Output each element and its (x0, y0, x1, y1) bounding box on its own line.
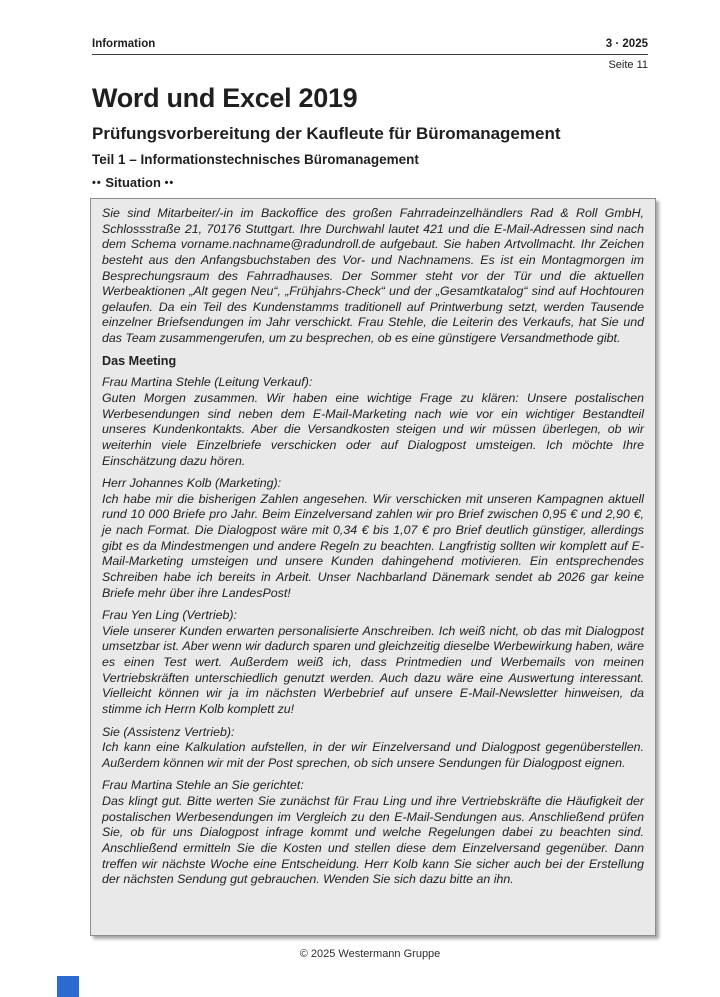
situation-marker-right: •• (164, 177, 175, 189)
speaker-name: Herr Johannes Kolb (Marketing): (102, 476, 282, 491)
speaker-name: Frau Martina Stehle (Leitung Verkauf): (102, 375, 313, 390)
dialogue-entry-stehle-1 (102, 375, 644, 469)
meeting-heading: Das Meeting (102, 353, 177, 368)
part-heading: Teil 1 – Informationstechnisches Büromanagement (92, 152, 419, 167)
header-issue-label: 3 · 2025 (605, 38, 648, 50)
dialogue-entry-ling (102, 608, 644, 717)
situation-marker-left: •• (92, 177, 102, 189)
speaker-name: Sie (Assistenz Vertrieb): (102, 724, 235, 739)
dialogue-entry-kolb (102, 476, 644, 601)
situation-paragraph: Sie sind Mitarbeiter/-in im Backoffice des großen Fahrradeinzelhändlers Rad & Roll GmbH, Schlossstraße 21, 70176 Stuttgart. Ihre Durchwahl lautet 421 und die E-Mail-Adressen sind nach dem Schema vorname.nachname@radundroll.de aufgebaut. Sie haben Artvollmacht. Ihr Zeichen besteht aus den Anfangsbuchstaben des Vor- und Nachnamens. Es ist ein Montagmorgen im Besprechungsraum des Fahrradhauses. Der Sommer steht vor der Tür und die aktuellen Werbeaktionen „Alt gegen Neu“, „Frühjahrs-Check“ und der „Gesamtkatalog“ sind auf Hochtouren gelaufen. Da ein Teil des Kundenstamms traditionell auf Printwerbung setzt, werden Tausende einzelner Briefsendungen im Jahr verschickt. Frau Stehle, die Leiterin des Verkaufs, hat Sie und das Team zusammengerufen, um zu besprechen, ob es eine günstigere Versandmethode gibt. (102, 206, 644, 345)
speaker-name: Frau Yen Ling (Vertrieb): (102, 608, 237, 623)
speaker-name: Frau Martina Stehle an Sie gerichtet: (102, 778, 304, 793)
speech-text: Guten Morgen zusammen. Wir haben eine wichtige Frage zu klären: Unsere postalischen Werbesendungen sind neben dem E-Mail-Marketing nach wie vor ein wichtiger Bestandteil unseres Kundenkontakts. Aber die Versandkosten steigen und wir müssen überlegen, ob wir weiterhin viele Einzelbriefe verschicken oder auf Dialogpost umsteigen. Ich möchte Ihre Einschätzung dazu hören. (102, 391, 644, 468)
page-header (92, 38, 648, 71)
header-row (92, 38, 648, 55)
speech-text: Das klingt gut. Bitte werten Sie zunächst für Frau Ling und ihre Vertriebskräfte die Häufigkeit der postalischen Werbesendungen im Vergleich zu den E-Mail-Sendungen aus. Anschließend prüfen Sie, ob für uns Dialogpost infrage kommt und welche Regelungen dabei zu beachten sind. Anschließend ermitteln Sie die Kosten und stellen diese dem Einzelversand gegenüber. Dann treffen wir nächste Woche eine Entscheidung. Herr Kolb kann Sie sicher auch bei der Erstellung der nächsten Sendung gut gebrauchen. Wenden Sie sich dazu bitte an ihn. (102, 794, 644, 887)
situation-box (90, 198, 656, 936)
speech-text: Ich kann eine Kalkulation aufstellen, in der wir Einzelversand und Dialogpost gegenüberstellen. Außerdem können wir mit der Post sprechen, ob sich unsere Sendungen für Dialogpost eignen. (102, 740, 644, 770)
document-subtitle: Prüfungsvorbereitung der Kaufleute für Büromanagement (92, 124, 561, 143)
dialogue-entry-stehle-2 (102, 778, 644, 887)
situation-heading (92, 175, 174, 190)
document-title: Word und Excel 2019 (92, 83, 358, 113)
speech-text: Ich habe mir die bisherigen Zahlen angesehen. Wir verschicken mit unseren Kampagnen aktuell rund 10 000 Briefe pro Jahr. Beim Einzelversand zahlen wir pro Brief zwischen 0,95 € und 2,90 €, je nach Format. Die Dialogpost wäre mit 0,34 € bis 1,07 € pro Brief deutlich günstiger, allerdings gibt es da Mindestmengen und andere Regeln zu beachten. Langfristig sollten wir komplett auf E-Mail-Marketing umsteigen und unsere Kunden dahingehend motivieren. Ein entsprechendes Schreiben habe ich bereits in Arbeit. Unser Nachbarland Dänemark sendet ab 2026 gar keine Briefe mehr über ihre LandesPost! (102, 491, 644, 600)
page-number: Seite 11 (608, 59, 648, 71)
copyright-footer: © 2025 Westermann Gruppe (299, 948, 441, 960)
situation-label: Situation (105, 175, 161, 190)
dialogue-entry-sie (102, 725, 644, 772)
header-section-label: Information (92, 38, 156, 50)
publisher-logo-square (57, 976, 79, 997)
speech-text: Viele unserer Kunden erwarten personalisierte Anschreiben. Ich weiß nicht, ob das mit Dialogpost umsetzbar ist. Aber wenn wir dadurch sparen und gleichzeitig dieselbe Werbewirkung haben, wäre es einen Test wert. Außerdem weiß ich, dass Printmedien und Werbemails von meinen Vertriebskräften unterschiedlich genutzt werden. Auch dazu wäre eine Auswertung interessant. Vielleicht können wir ja im nächsten Werbebrief auf unsere E-Mail-Newsletter hinweisen, da stimme ich Herrn Kolb komplett zu! (102, 623, 644, 716)
